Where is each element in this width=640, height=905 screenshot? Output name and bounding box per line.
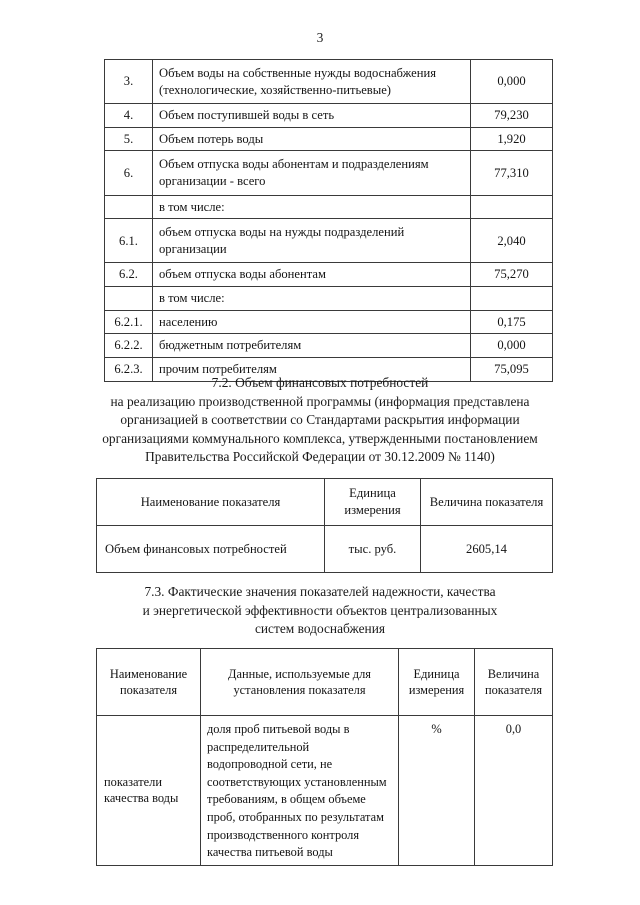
table-row	[105, 60, 553, 104]
row-data: доля проб питьевой воды в распределительной водопроводной сети, не соответствующих установленным требованиям, в общем объеме проб, отобранных по результатам производственного контроля качества питьевой воды	[201, 716, 399, 866]
row-value: 2,040	[471, 219, 553, 263]
heading-line: Правительства Российской Федерации от 30.12.2009 № 1140)	[145, 449, 495, 464]
header-indicator-line1: Наименование	[109, 666, 188, 681]
row-value: 75,095	[471, 357, 553, 381]
row-number: 6.2.	[105, 263, 153, 287]
table-row	[105, 263, 553, 287]
row-number: 6.2.1.	[105, 310, 153, 334]
row-number	[105, 287, 153, 311]
row-number: 4.	[105, 104, 153, 128]
row-unit: тыс. руб.	[325, 526, 421, 573]
table-row	[105, 287, 553, 311]
header-unit-line1: Единица	[349, 486, 396, 501]
header-unit	[325, 479, 421, 526]
row-indicator: Объем воды на собственные нужды водоснабжения (технологические, хозяйственно-питьевые)	[153, 60, 471, 104]
header-unit-line2: измерения	[344, 503, 401, 517]
table-row	[105, 104, 553, 128]
table-financial-needs	[96, 478, 553, 573]
table-row	[105, 334, 553, 358]
row-number: 6.2.3.	[105, 357, 153, 381]
header-unit-line2: измерения	[408, 683, 465, 697]
table-row	[97, 716, 553, 866]
table-quality-indicators	[96, 648, 553, 866]
row-indicator: объем отпуска воды абонентам	[153, 263, 471, 287]
row-indicator: в том числе:	[153, 287, 471, 311]
row-value: 0,000	[471, 334, 553, 358]
row-number	[105, 195, 153, 219]
header-data-line1: Данные, используемые для	[228, 666, 371, 681]
row-indicator: Объем финансовых потребностей	[97, 526, 325, 573]
section-heading-7-3	[0, 583, 640, 639]
row-number: 6.	[105, 151, 153, 195]
header-unit	[399, 649, 475, 716]
page-number: 3	[316, 30, 324, 45]
heading-line: на реализацию производственной программы (информация представлена	[110, 393, 530, 409]
row-value	[471, 195, 553, 219]
row-value: 0,175	[471, 310, 553, 334]
row-value: 75,270	[471, 263, 553, 287]
row-number: 6.2.2.	[105, 334, 153, 358]
heading-line: и энергетической эффективности объектов централизованных	[142, 602, 498, 618]
header-indicator-name: Наименование показателя	[97, 479, 325, 526]
heading-line: систем водоснабжения	[254, 621, 386, 636]
table-row	[105, 127, 553, 151]
heading-line: организацией в соответствии со Стандартами раскрытия информации	[120, 412, 520, 427]
table-row	[105, 310, 553, 334]
header-unit-line1: Единица	[413, 666, 460, 681]
row-number: 3.	[105, 60, 153, 104]
table-row	[105, 219, 553, 263]
header-indicator-line2: показателя	[119, 683, 178, 697]
heading-line: 7.3. Фактические значения показателей надежности, качества	[144, 584, 496, 599]
header-indicator-name	[97, 649, 201, 716]
header-value-line1: Величина	[487, 666, 540, 681]
header-data-line2: установления показателя	[233, 683, 366, 697]
table-row	[105, 151, 553, 195]
row-number: 5.	[105, 127, 153, 151]
row-value: 0,000	[471, 60, 553, 104]
table-water-volumes	[104, 59, 553, 382]
row-value	[471, 287, 553, 311]
row-value: 79,230	[471, 104, 553, 128]
header-value: Величина показателя	[421, 479, 553, 526]
row-indicator: Объем отпуска воды абонентам и подразделениям организации - всего	[153, 151, 471, 195]
row-indicator: в том числе:	[153, 195, 471, 219]
row-indicator	[97, 716, 201, 866]
row-value: 1,920	[471, 127, 553, 151]
row-indicator-line2: качества воды	[104, 791, 179, 806]
row-value: 77,310	[471, 151, 553, 195]
row-number: 6.1.	[105, 219, 153, 263]
row-value: 0,0	[475, 716, 553, 866]
row-unit: %	[399, 716, 475, 866]
heading-line: организациями коммунального комплекса, утвержденными постановлением	[102, 430, 538, 446]
row-indicator: прочим потребителям	[153, 357, 471, 381]
row-indicator: бюджетным потребителям	[153, 334, 471, 358]
table-header-row	[97, 479, 553, 526]
header-value	[475, 649, 553, 716]
row-indicator-line1: показатели	[104, 775, 162, 790]
row-indicator: населению	[153, 310, 471, 334]
table-header-row	[97, 649, 553, 716]
table-row	[97, 526, 553, 573]
row-indicator: Объем поступившей воды в сеть	[153, 104, 471, 128]
row-indicator: Объем потерь воды	[153, 127, 471, 151]
header-data	[201, 649, 399, 716]
table-row	[105, 195, 553, 219]
section-heading-7-2	[0, 374, 640, 467]
header-value-line2: показателя	[484, 683, 543, 697]
heading-line: 7.2. Объем финансовых потребностей	[211, 375, 429, 390]
row-indicator: объем отпуска воды на нужды подразделений организации	[153, 219, 471, 263]
row-value: 2605,14	[421, 526, 553, 573]
